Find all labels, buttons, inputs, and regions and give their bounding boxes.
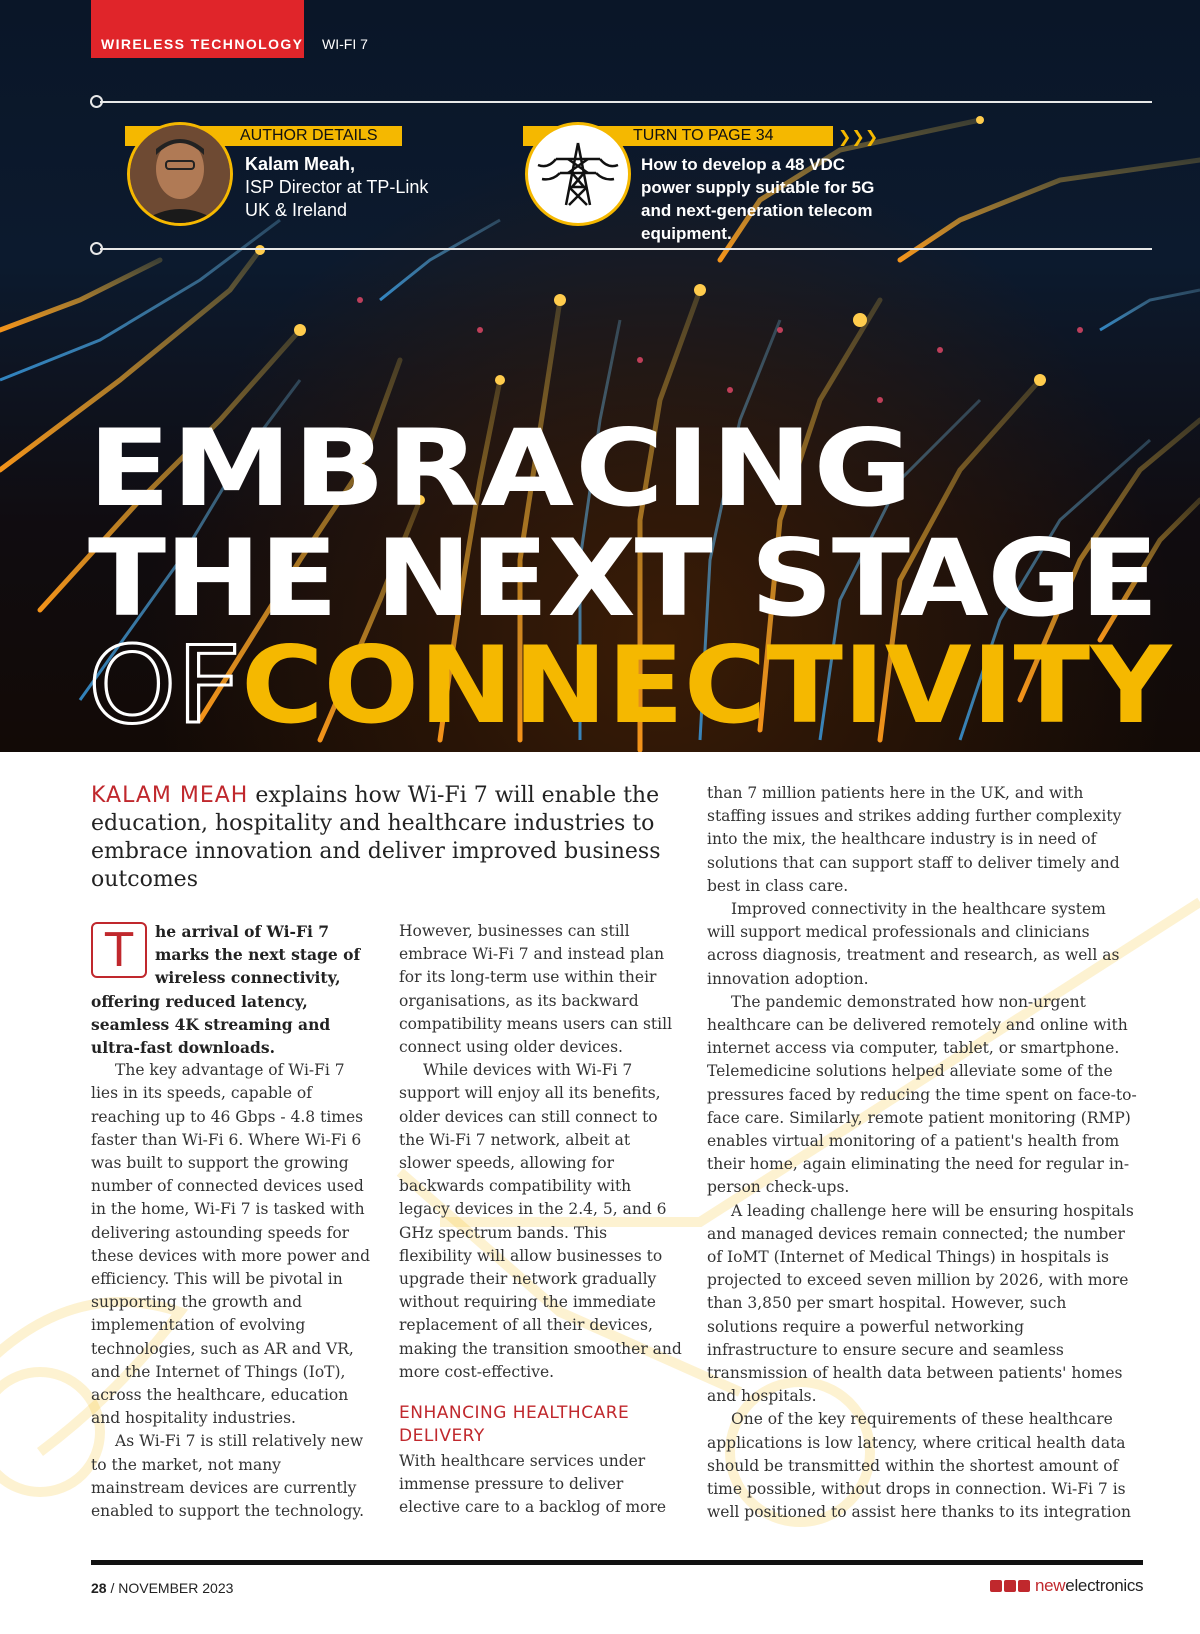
footer-rule <box>91 1560 1143 1565</box>
standfirst-author: KALAM MEAH <box>91 783 249 808</box>
standfirst-text: explains how Wi-Fi 7 will enable the education, hospitality and healthcare industries to embrace innovation and deliver improved business outcomes <box>91 783 661 892</box>
section-tag-label: WIRELESS TECHNOLOGY <box>101 36 304 52</box>
chevrons-icon: ❯❯❯ <box>838 127 879 146</box>
author-info <box>245 153 435 222</box>
facebook-icon[interactable] <box>990 1580 1002 1592</box>
author-role: ISP Director at TP-Link UK & Ireland <box>245 177 429 220</box>
author-photo <box>127 122 233 226</box>
body-paragraph: than 7 million patients here in the UK, and with staffing issues and strikes adding further complexity into the mix, the healthcare industry is in need of solutions that can support staff to deliver timely and best in class care. <box>707 784 1122 895</box>
headline-line-2: THE NEXT STAGE <box>88 517 1158 640</box>
divider-top <box>100 101 1152 103</box>
headline-line-1: EMBRACING <box>88 407 914 530</box>
page-number: 28 <box>91 1580 107 1596</box>
divider-dot <box>90 242 103 255</box>
x-icon[interactable] <box>1018 1580 1030 1592</box>
headline-connectivity: CONNECTIVITY <box>241 624 1172 747</box>
folio-separator: / <box>110 1580 115 1596</box>
drop-cap: T <box>91 922 147 978</box>
author-details-label: AUTHOR DETAILS <box>240 127 378 144</box>
brand-logo <box>990 1576 1143 1596</box>
standfirst <box>91 782 681 894</box>
hero-image <box>0 0 1200 752</box>
divider-bottom <box>100 248 1152 250</box>
body-paragraph: One of the key requirements of these healthcare applications is low latency, where critical health data should be transmitted within the shortest amount of time possible, without drops in connection. Wi-Fi 7 is well positioned to assist here thanks to its integration <box>707 1410 1132 1522</box>
article-column-1 <box>91 920 371 1523</box>
headline-line-3 <box>88 624 1172 747</box>
body-paragraph: The pandemic demonstrated how non-urgent healthcare can be delivered remotely and online with internet access via computer, tablet, or smartphone. Telemedicine solutions helped alleviate some of the pressures faced by reducing the time spent on face-to-face care. Similarly, remote patient monitoring (RMP) enables virtual monitoring of a patient's health from their home, again eliminating the need for regular in-person check-ups. <box>707 992 1137 1197</box>
article-column-3 <box>707 782 1137 1525</box>
turn-to-page-text: How to develop a 48 VDC power supply suitable for 5G and next-generation telecom equipment. <box>641 155 875 243</box>
section-tag <box>91 0 304 58</box>
body-paragraph: However, businesses can still embrace Wi-Fi 7 and instead plan for its long-term use within their organisations, as its backward compatibility means users can still connect using older devices. <box>399 922 673 1057</box>
subsection-label: WI-FI 7 <box>322 36 368 52</box>
article-column-2 <box>399 920 684 1520</box>
body-paragraph: A leading challenge here will be ensuring hospitals and managed devices remain connected; the number of IoMT (Internet of Medical Things) in hospitals is projected to exceed seven million by 2026, with more than 3,850 per smart hospital. However, such solutions require a powerful networking infrastructure to ensure secure and seamless transmission of health data between patients' homes and hospitals. <box>707 1201 1134 1406</box>
body-paragraph: As Wi-Fi 7 is still relatively new to the market, not many mainstream devices are currently enabled to support the technology. <box>91 1432 364 1521</box>
brand-new: new <box>1035 1576 1066 1595</box>
brand-electronics: electronics <box>1065 1576 1144 1595</box>
pylon-icon <box>525 122 631 226</box>
body-paragraph: Improved connectivity in the healthcare system will support medical professionals and clinicians across diagnosis, treatment and research, as well as innovation adoption. <box>707 900 1120 988</box>
divider-dot <box>90 95 103 108</box>
author-name: Kalam Meah, <box>245 154 356 174</box>
issue-date: NOVEMBER 2023 <box>118 1580 234 1596</box>
linkedin-icon[interactable] <box>1004 1580 1016 1592</box>
page-folio <box>91 1580 233 1596</box>
section-subhead: ENHANCING HEALTHCARE DELIVERY <box>399 1403 630 1447</box>
body-paragraph: While devices with Wi-Fi 7 support will enjoy all its benefits, older devices can still connect to the Wi-Fi 7 network, albeit at slower speeds, allowing for backwards compatibility with legacy devices in the 2.4, 5, and 6 GHz spectrum bands. This flexibility will allow businesses to upgrade their network gradually without requiring the immediate replacement of all their devices, making the transition smoother and more cost-effective. <box>399 1061 682 1381</box>
turn-to-page-label: TURN TO PAGE 34 <box>633 127 774 144</box>
headline-of: OF <box>88 624 242 747</box>
body-paragraph: With healthcare services under immense pressure to deliver elective care to a backlog of more <box>399 1452 667 1517</box>
body-paragraph: The key advantage of Wi-Fi 7 lies in its speeds, capable of reaching up to 46 Gbps - 4.8 times faster than Wi-Fi 6. Where Wi-Fi 6 was built to support the growing number of connected devices used in the home, Wi-Fi 7 is tasked with delivering astounding speeds for these devices with more power and efficiency. This will be pivotal in supporting the growth and implementation of evolving technologies, such as AR and VR, and the Internet of Things (IoT), across the healthcare, education and hospitality industries. <box>91 1061 371 1428</box>
lead-paragraph: he arrival of Wi-Fi 7 marks the next stage of wireless connectivity, offering reduced latency, seamless 4K streaming and ultra-fast downloads. <box>91 922 361 1058</box>
